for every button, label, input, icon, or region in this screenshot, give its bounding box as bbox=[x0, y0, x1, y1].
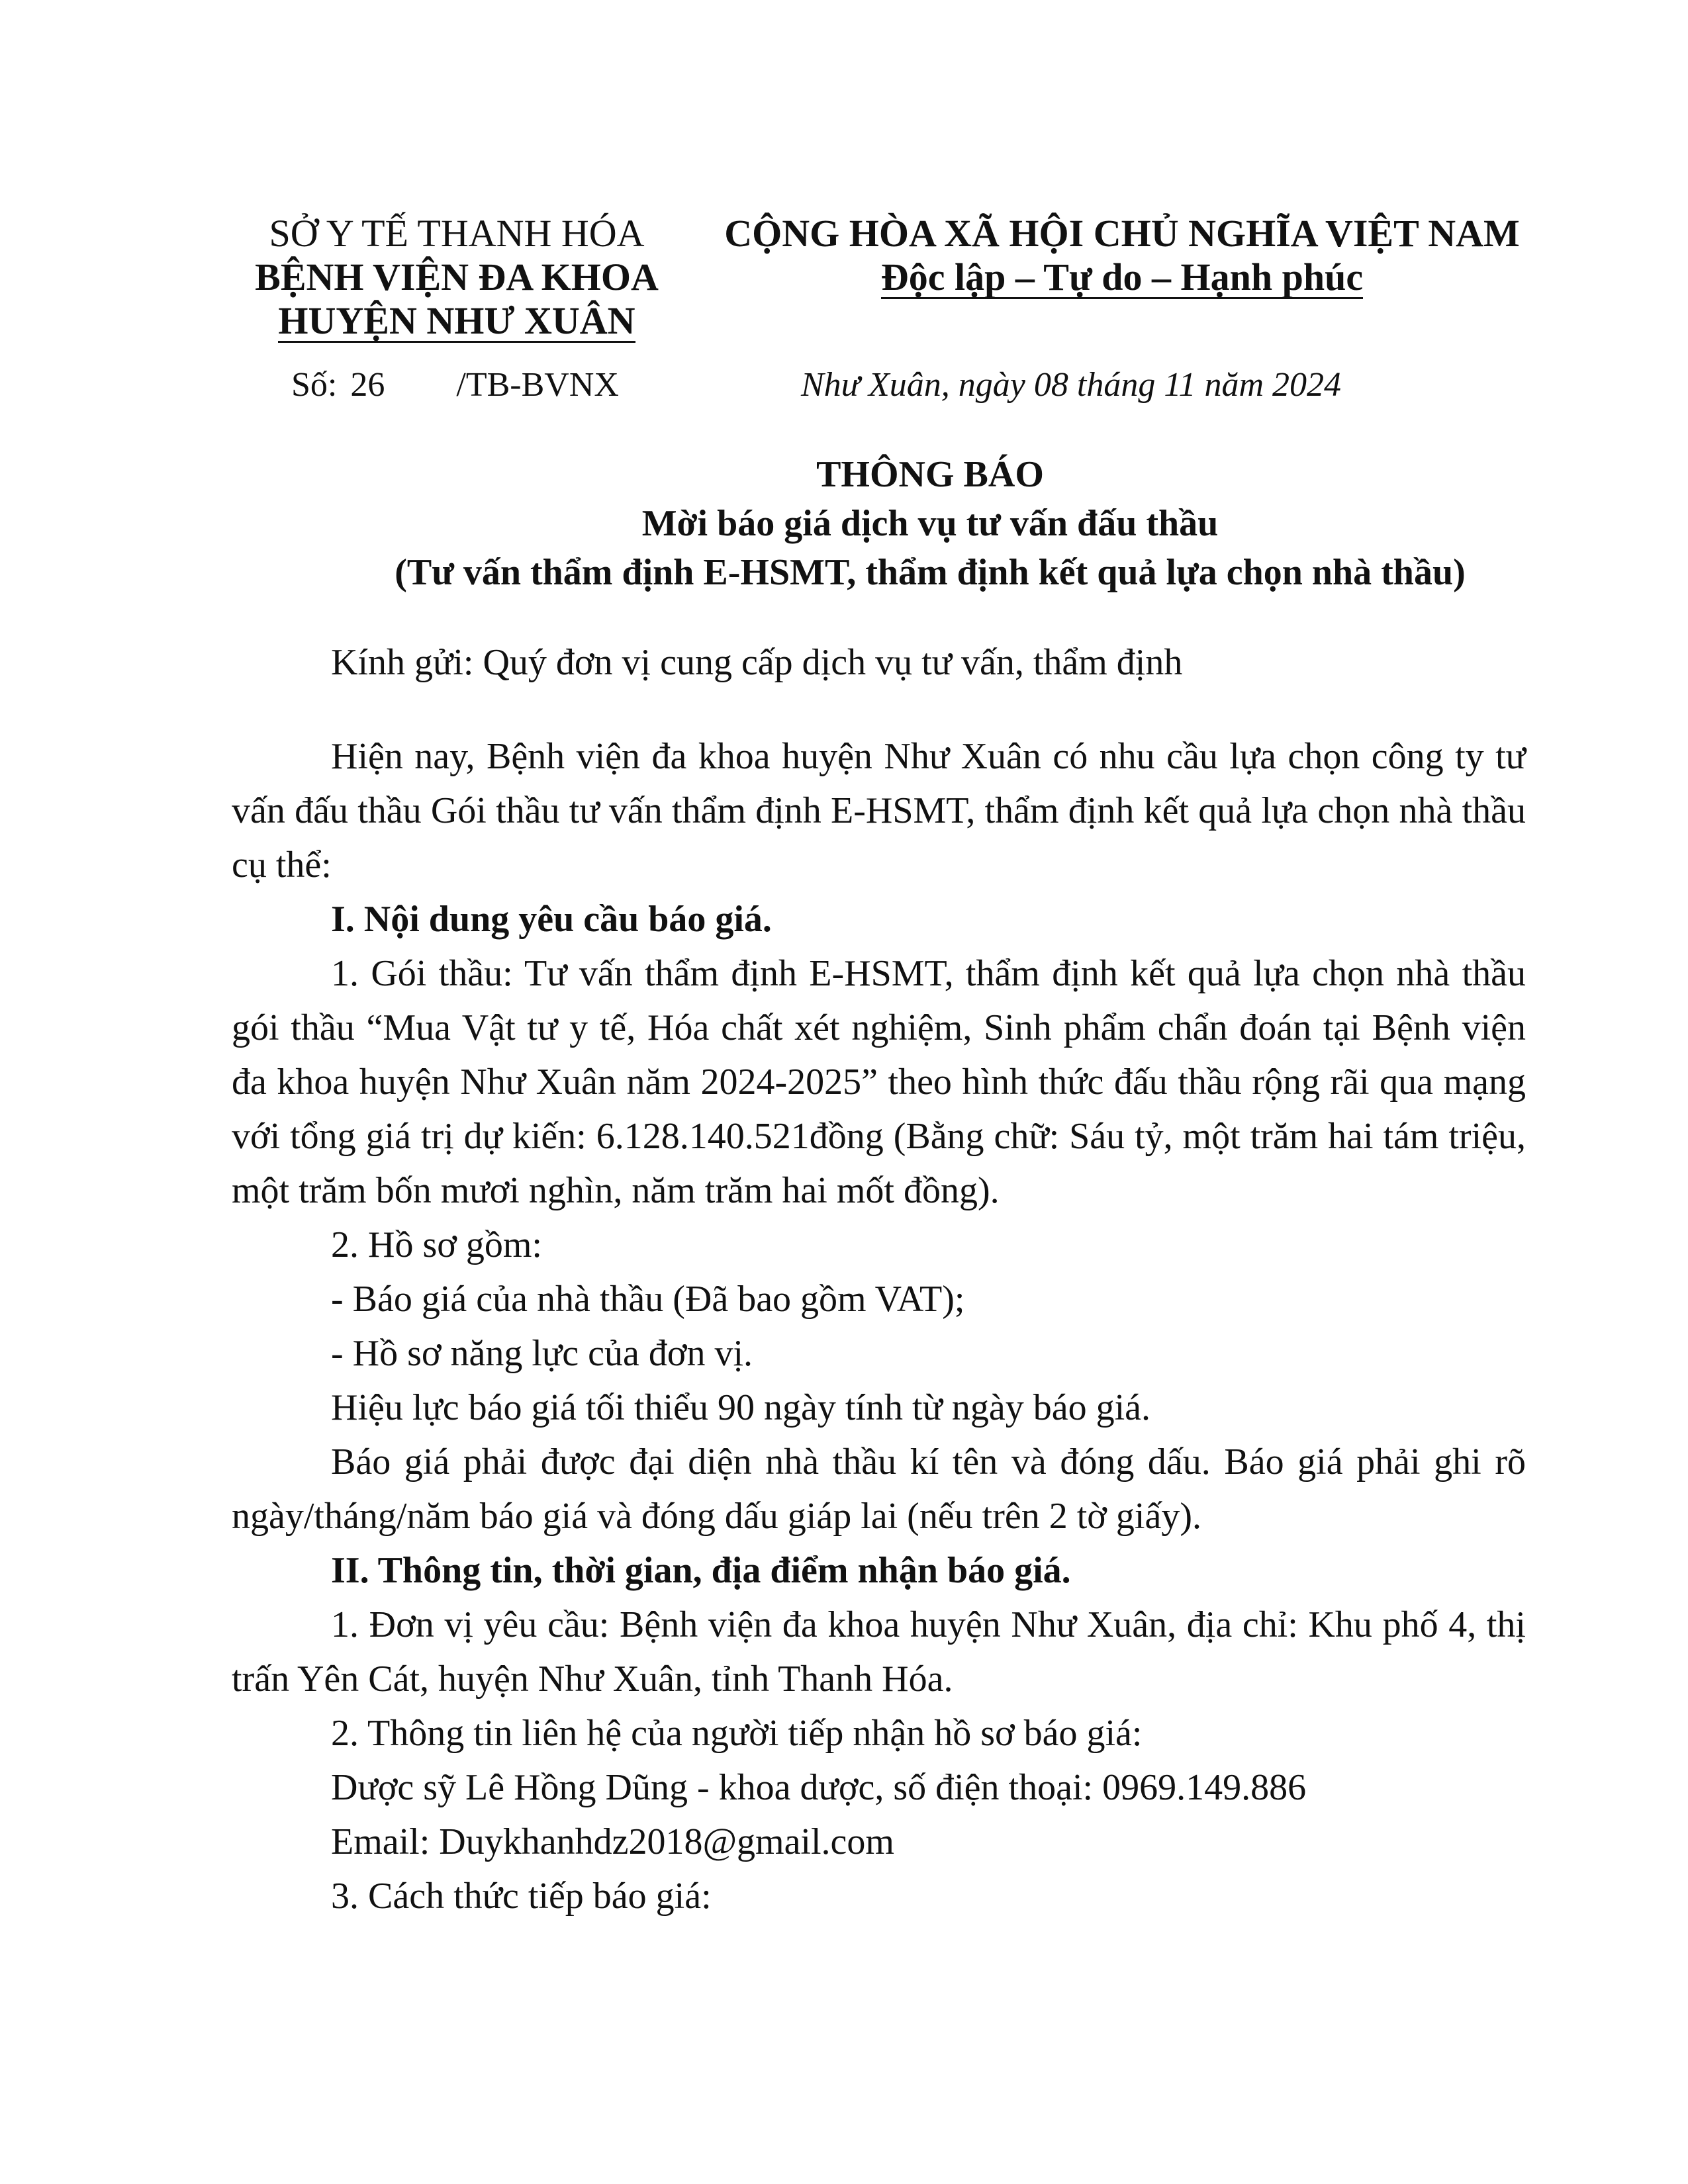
section-2-item-3: 3. Cách thức tiếp báo giá: bbox=[331, 1876, 712, 1917]
issuer-hospital-line2: HUYỆN NHƯ XUÂN bbox=[278, 299, 635, 342]
document-title-block bbox=[199, 450, 1662, 597]
intro-paragraph: Hiện nay, Bệnh viện đa khoa huyện Như Xuân có nhu cầu lựa chọn công ty tư vấn đấu thầu Gói thầu tư vấn thẩm định E-HSMT, thẩm định kết quả lựa chọn nhà thầu cụ thể: bbox=[232, 736, 1526, 886]
issuer-hospital-line1: BỆNH VIỆN ĐA KHOA bbox=[255, 255, 659, 298]
section-1-item-2a: - Báo giá của nhà thầu (Đã bao gồm VAT); bbox=[331, 1279, 965, 1320]
document-subtitle-detail: (Tư vấn thẩm định E-HSMT, thẩm định kết quả lựa chọn nhà thầu) bbox=[395, 552, 1466, 593]
document-number bbox=[291, 365, 619, 404]
greeting: Kính gửi: Quý đơn vị cung cấp dịch vụ tư vấn, thẩm định bbox=[331, 642, 1183, 683]
document-subtitle: Mời báo giá dịch vụ tư vấn đấu thầu bbox=[641, 503, 1219, 544]
section-2-item-1: 1. Đơn vị yêu cầu: Bệnh viện đa khoa huyện Như Xuân, địa chỉ: Khu phố 4, thị trấn Yên Cát, huyện Như Xuân, tỉnh Thanh Hóa. bbox=[232, 1604, 1526, 1700]
national-motto: Độc lập – Tự do – Hạnh phúc bbox=[880, 255, 1364, 298]
email-line: Email: Duykhanhdz2018@gmail.com bbox=[331, 1821, 894, 1862]
issuer-department: SỞ Y TẾ THANH HÓA bbox=[269, 212, 645, 255]
section-1-item-2b: - Hồ sơ năng lực của đơn vị. bbox=[331, 1333, 753, 1374]
section-2-heading: II. Thông tin, thời gian, địa điểm nhận báo giá. bbox=[331, 1550, 1071, 1591]
document-body bbox=[232, 635, 1526, 1923]
national-title: CỘNG HÒA XÃ HỘI CHỦ NGHĨA VIỆT NAM bbox=[724, 212, 1520, 255]
signing-paragraph: Báo giá phải được đại diện nhà thầu kí tên và đóng dấu. Báo giá phải ghi rõ ngày/tháng/năm báo giá và đóng dấu giáp lai (nếu trên 2 tờ giấy). bbox=[232, 1441, 1526, 1537]
validity-paragraph: Hiệu lực báo giá tối thiểu 90 ngày tính từ ngày báo giá. bbox=[331, 1387, 1150, 1428]
document-number-suffix: /TB-BVNX bbox=[456, 366, 619, 404]
contact-line: Dược sỹ Lê Hồng Dũng - khoa dược, số điện thoại: 0969.149.886 bbox=[331, 1767, 1307, 1808]
issuer-block bbox=[199, 212, 715, 343]
document-title: THÔNG BÁO bbox=[816, 454, 1044, 495]
document-date: Như Xuân, ngày 08 tháng 11 năm 2024 bbox=[801, 366, 1342, 404]
document-number-value: 26 bbox=[350, 366, 385, 404]
national-motto-block bbox=[688, 212, 1556, 299]
section-1-item-1: 1. Gói thầu: Tư vấn thẩm định E-HSMT, thẩm định kết quả lựa chọn nhà thầu gói thầu “Mua Vật tư y tế, Hóa chất xét nghiệm, Sinh phẩm chẩn đoán tại Bệnh viện đa khoa huyện Như Xuân năm 2024-2025” theo hình thức đấu thầu rộng rãi qua mạng với tổng giá trị dự kiến: 6.128.140.521đồng (Bằng chữ: Sáu tỷ, một trăm hai tám triệu, một trăm bốn mươi nghìn, năm trăm hai mốt đồng). bbox=[232, 953, 1526, 1211]
section-2-item-2: 2. Thông tin liên hệ của người tiếp nhận hồ sơ báo giá: bbox=[331, 1713, 1143, 1754]
document-number-label: Số: bbox=[291, 366, 338, 404]
section-1-heading: I. Nội dung yêu cầu báo giá. bbox=[331, 899, 772, 940]
section-1-item-2: 2. Hồ sơ gồm: bbox=[331, 1224, 542, 1265]
